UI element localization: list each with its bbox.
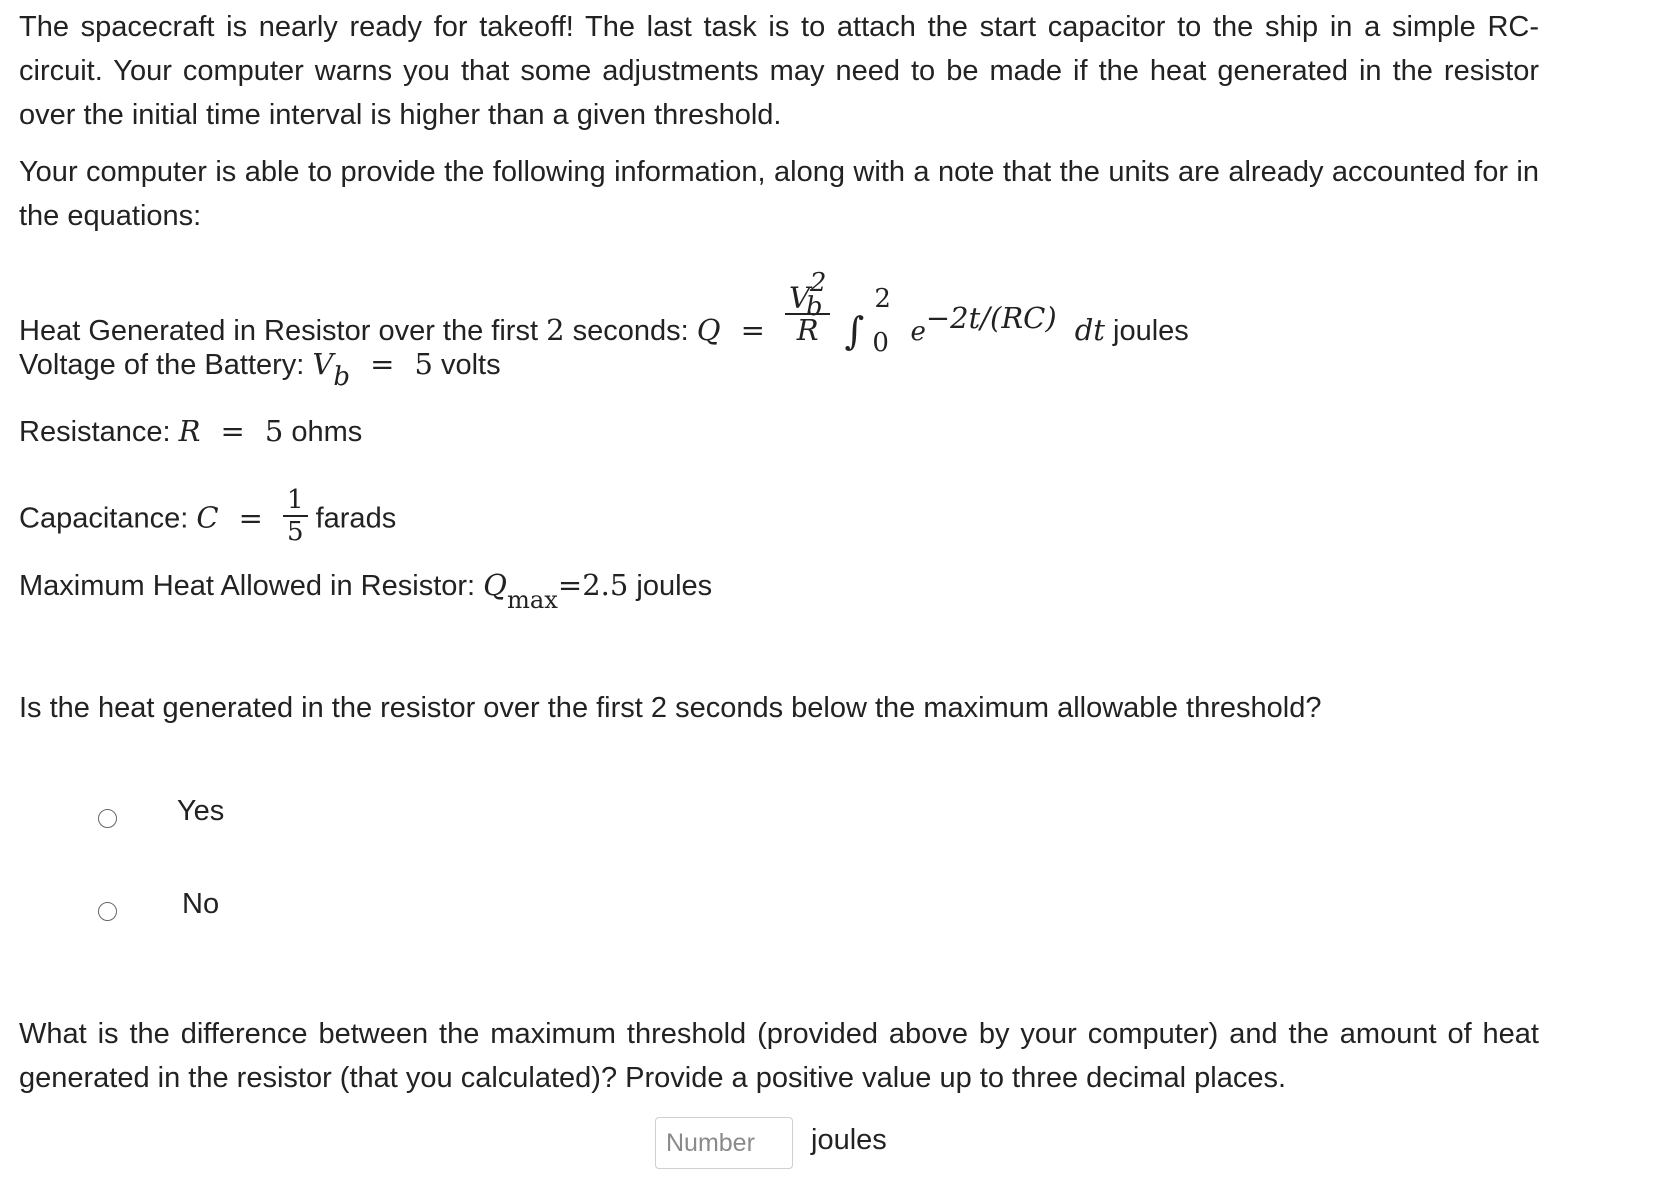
integral-lower-limit: 0 <box>872 328 889 359</box>
option-no[interactable] <box>98 888 220 928</box>
heat-fraction-numerator: $V^2$ b <box>785 276 831 315</box>
capacitance-denominator: 5 <box>286 517 304 547</box>
integral-upper-limit: 2 <box>874 284 891 315</box>
voltage-line <box>19 346 501 391</box>
intro-paragraph-2: Your computer is able to provide the following information, along with a note that the units are already accounted for in the equations: <box>19 156 1539 232</box>
heat-fraction <box>785 268 831 347</box>
dt: dt <box>1074 312 1105 347</box>
integral-sign: ∫ <box>844 308 865 353</box>
capacitance-variable: C <box>196 500 219 535</box>
max-heat-value: 2.5 <box>582 568 629 602</box>
exponent: −2t/(RC) <box>925 300 1057 335</box>
resistance-equals: = <box>220 414 245 448</box>
heat-seconds-value: 2 <box>546 312 565 347</box>
radio-yes[interactable] <box>98 809 117 828</box>
heat-variable: Q <box>696 312 721 347</box>
max-heat-unit: joules <box>636 570 713 602</box>
capacitance-equals: = <box>238 500 263 535</box>
voltage-equals: = <box>370 347 395 381</box>
answer-unit: joules <box>811 1123 887 1156</box>
capacitance-numerator: 1 <box>283 485 308 517</box>
heat-equals: = <box>740 312 765 347</box>
heat-unit: joules <box>1113 314 1189 347</box>
voltage-variable: $V_b$ <box>312 347 351 392</box>
voltage-label: Voltage of the Battery: <box>19 349 305 381</box>
intro-paragraph-1: The spacecraft is nearly ready for takeoff! The last task is to attach the start capacitor to the ship in a simple RC-circuit. Your computer warns you that some adjustments may need to be made if the heat generated in the resistor over the initial time interval is higher than a given threshold. <box>19 11 1539 131</box>
max-heat-equals: = <box>557 568 583 602</box>
exp-base: e <box>910 316 926 347</box>
question-2-text: What is the difference between the maximum threshold (provided above by your computer) and the amount of heat generated in the resistor (that you calculated)? Provide a positive value up to three decimal places. <box>19 1018 1539 1094</box>
option-yes[interactable] <box>98 795 225 835</box>
voltage-unit: volts <box>440 349 501 381</box>
max-heat-label: Maximum Heat Allowed in Resistor: <box>19 570 476 602</box>
heat-fraction-denominator: R <box>796 312 819 347</box>
radio-no[interactable] <box>98 902 117 921</box>
option-no-label[interactable]: No <box>182 888 220 920</box>
capacitance-label: Capacitance: <box>19 502 189 535</box>
max-heat-variable: $Q_{max}$ <box>483 568 558 614</box>
resistance-value: 5 <box>264 414 284 448</box>
answer-number-input[interactable] <box>655 1117 793 1169</box>
heat-label: Heat Generated in Resistor over the first <box>19 314 539 347</box>
resistance-variable: R <box>178 414 201 448</box>
heat-label-end: seconds: <box>572 314 689 347</box>
resistance-line <box>19 413 362 450</box>
resistance-label: Resistance: <box>19 416 171 448</box>
capacitance-line <box>19 485 397 551</box>
answer-row <box>655 1117 887 1169</box>
option-yes-label[interactable]: Yes <box>177 795 225 827</box>
capacitance-fraction <box>283 485 308 547</box>
resistance-unit: ohms <box>291 416 363 448</box>
voltage-value: 5 <box>414 347 433 381</box>
capacitance-unit: farads <box>315 502 397 535</box>
question-1-text: Is the heat generated in the resistor over the first 2 seconds below the maximum allowable threshold? <box>19 692 1322 724</box>
max-heat-line <box>19 567 712 612</box>
